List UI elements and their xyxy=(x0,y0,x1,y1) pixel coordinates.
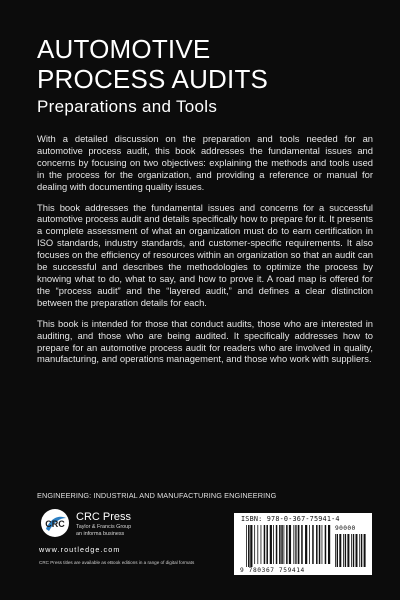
barcode-bar xyxy=(279,525,281,564)
barcode-bar xyxy=(293,525,294,564)
barcode-bar xyxy=(273,525,274,564)
barcode-bar xyxy=(295,525,296,564)
barcode-addon-bar xyxy=(356,534,358,567)
barcode-bar xyxy=(264,525,266,564)
publisher-group: Taylor & Francis Group xyxy=(76,524,132,530)
crc-logo-text: CRC xyxy=(45,519,65,529)
barcode-addon-bar xyxy=(343,534,344,567)
barcode-bar xyxy=(309,525,310,564)
barcode-addon-bar xyxy=(351,534,352,567)
ebook-availability-note: CRC Press titles are available as eBook editions in a range of digital formats xyxy=(39,560,195,565)
isbn-text: ISBN: 978-0-367-75941-4 xyxy=(241,515,340,523)
barcode-bar xyxy=(296,525,297,564)
barcode-addon-bar xyxy=(359,534,360,567)
blurb-paragraph-1: With a detailed discussion on the preparation and tools needed for an automotive process audit, this book addresses the fundamental issues and concerns by focusing on two objectives: explaining the methods and tools used in the process for the organization, and providing a reference or manual for dealing with documenting quality issues. xyxy=(37,133,373,192)
barcode-addon-bar xyxy=(337,534,338,567)
publisher-name: CRC Press xyxy=(76,511,132,523)
barcode-bar xyxy=(316,525,318,564)
barcode-bar xyxy=(254,525,255,564)
ean-barcode xyxy=(234,513,372,575)
book-title-line-1: AUTOMOTIVE xyxy=(37,34,211,64)
barcode-addon-bar xyxy=(361,534,362,567)
barcode-bar xyxy=(281,525,283,564)
barcode-bar xyxy=(270,525,272,564)
barcode-digits: 9 780367 759414 xyxy=(240,567,305,574)
barcode-bar xyxy=(322,525,323,564)
barcode-bar xyxy=(325,525,327,564)
barcode-bar xyxy=(298,525,300,564)
barcode-addon-bar xyxy=(347,534,349,567)
barcode-bar xyxy=(276,525,278,564)
barcode-bar xyxy=(301,525,303,564)
barcode-bar xyxy=(305,525,307,564)
publisher-website: www.routledge.com xyxy=(39,545,121,554)
barcode-bar xyxy=(266,525,268,564)
barcode-bar xyxy=(286,525,288,564)
barcode-bar xyxy=(248,525,250,567)
book-title-line-2: PROCESS AUDITS xyxy=(37,64,269,94)
barcode-addon-bar xyxy=(339,534,341,567)
barcode-addon-bar xyxy=(345,534,346,567)
barcode-bar xyxy=(250,525,252,567)
blurb-paragraph-3: This book is intended for those that conduct audits, those who are interested in auditing, and those who are being audited. It specifically addresses how to prepare for an automotive process audit for readers who are involved in quality, manufacturing, and operations management, and those who work with suppliers. xyxy=(37,317,373,365)
book-subtitle: Preparations and Tools xyxy=(37,97,218,116)
barcode-bar xyxy=(246,525,247,567)
barcode-bar xyxy=(284,525,285,564)
barcode-bar xyxy=(257,525,258,564)
title-block xyxy=(37,34,377,118)
barcode-bar xyxy=(289,525,291,564)
publisher-block xyxy=(37,505,237,585)
barcode-addon-digits: 90000 xyxy=(335,525,356,532)
subject-category: ENGINEERING: INDUSTRIAL AND MANUFACTURING ENGINEERING xyxy=(37,491,277,500)
barcode-bar xyxy=(312,525,314,564)
barcode-bar xyxy=(261,525,262,564)
barcode-bar xyxy=(328,525,330,564)
barcode-addon-bar xyxy=(353,534,354,567)
crc-press-logo-icon xyxy=(40,508,70,538)
blurb xyxy=(37,133,373,374)
barcode-addon-bar xyxy=(335,534,336,567)
blurb-paragraph-2: This book addresses the fundamental issues and concerns for a successful automotive process audit and details specifically how to prepare for it. It presents a complete assessment of what an organization must do to earn certification in ISO standards, industry standards, and customer-specific requirements. It also focuses on the efficiency of resources within an organization so that an audit can be successful and describes the methodologies to optimize the process by knowing what to do, what to say, and how to prove it. A road map is offered for the “process audit” and the “layered audit,” and defines a clear distinction between the preparation details for each. xyxy=(37,201,373,308)
barcode-label xyxy=(234,513,372,575)
barcode-addon-bar xyxy=(364,534,366,567)
barcode-bar xyxy=(319,525,321,564)
publisher-informa: an informa business xyxy=(76,531,125,537)
